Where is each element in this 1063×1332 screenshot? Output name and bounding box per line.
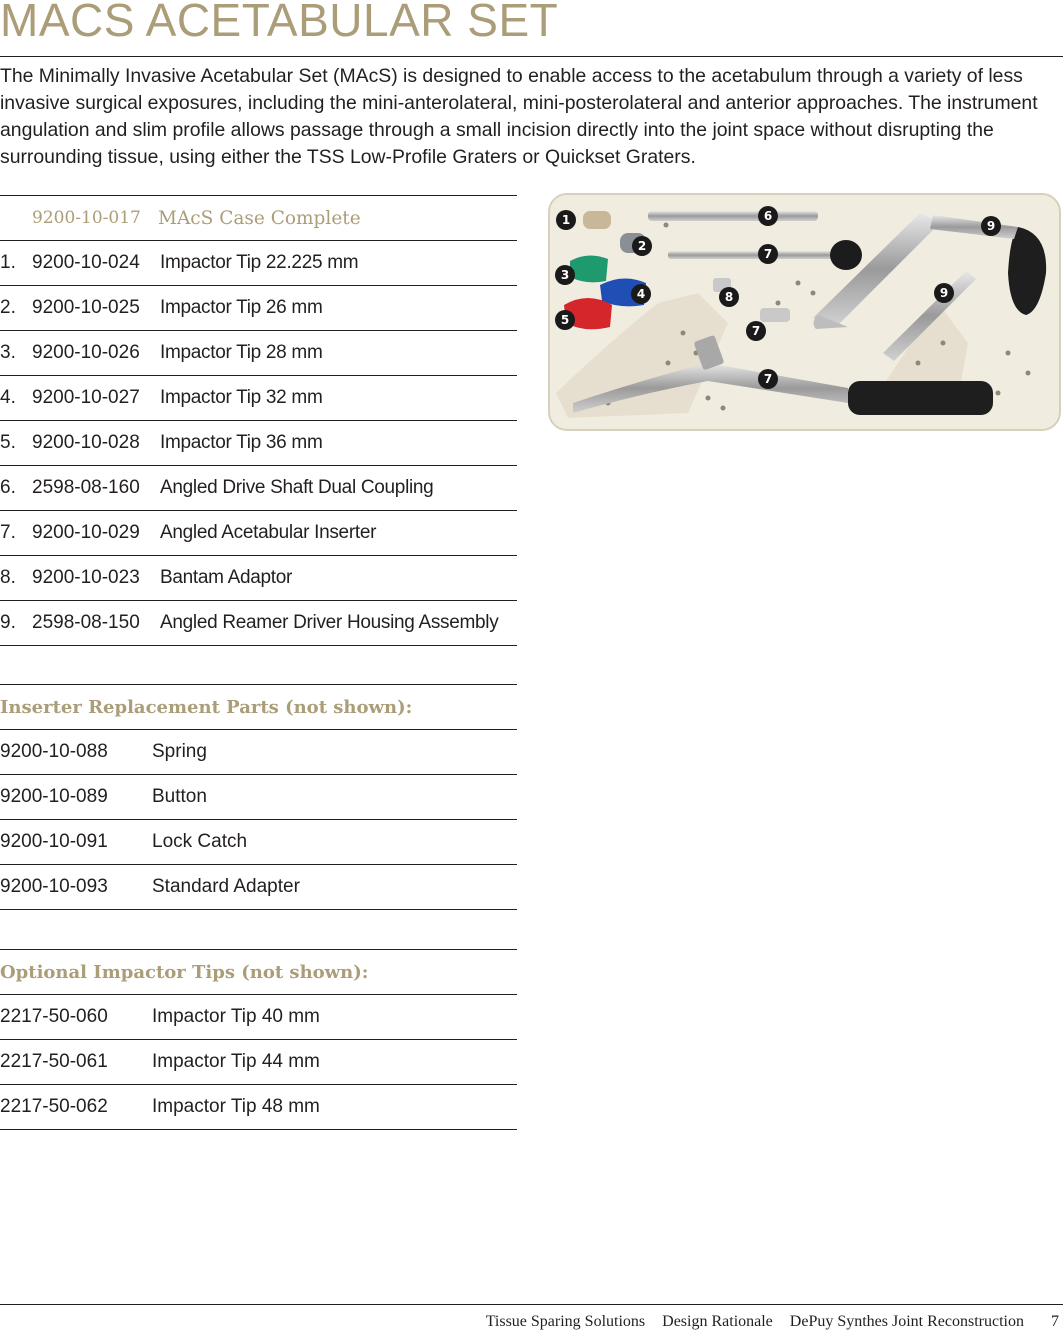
part-description: Angled Reamer Driver Housing Assembly — [160, 612, 499, 633]
part-description: Standard Adapter — [152, 876, 300, 897]
part-description: Impactor Tip 26 mm — [160, 297, 323, 318]
callout-number: 1 — [561, 213, 571, 227]
table-row — [0, 421, 517, 466]
optional-tips-heading-text: Optional Impactor Tips (not shown): — [0, 961, 369, 983]
callout-number: 8 — [724, 290, 734, 304]
part-code: 9200-10-025 — [32, 297, 140, 318]
part-description: Impactor Tip 48 mm — [152, 1096, 320, 1117]
part-code: 2217-50-062 — [0, 1096, 108, 1117]
table-row — [0, 1040, 517, 1085]
main-table-header — [0, 195, 517, 241]
instrument-tray-photo — [548, 193, 1061, 431]
optional-tips-table — [0, 949, 517, 1130]
callout-number: 4 — [636, 287, 646, 301]
callout-number: 3 — [560, 268, 570, 282]
acetabular-inserter-handle — [848, 381, 993, 415]
callout-number: 7 — [763, 372, 773, 386]
main-parts-table — [0, 195, 517, 646]
part-code: 9200-10-023 — [32, 567, 140, 588]
part-code: 9200-10-026 — [32, 342, 140, 363]
inserter-part — [760, 308, 790, 322]
part-code: 9200-10-091 — [0, 831, 108, 852]
part-code: 9200-10-024 — [32, 252, 140, 273]
table-row — [0, 601, 517, 646]
title-rule — [0, 56, 1063, 57]
row-number: 7. — [0, 522, 16, 543]
table-row — [0, 995, 517, 1040]
part-code: 2598-08-160 — [32, 477, 140, 498]
part-code: 9200-10-027 — [32, 387, 140, 408]
callout-number: 9 — [939, 286, 949, 300]
page-title: MACS ACETABULAR SET — [0, 0, 559, 46]
table-row — [0, 241, 517, 286]
table-row — [0, 511, 517, 556]
row-number: 2. — [0, 297, 16, 318]
part-code: 9200-10-028 — [32, 432, 140, 453]
part-code: 9200-10-089 — [0, 786, 108, 807]
part-code: 2598-08-150 — [32, 612, 140, 633]
replacement-parts-table — [0, 684, 517, 910]
table-row — [0, 820, 517, 865]
part-description: Impactor Tip 22.225 mm — [160, 252, 359, 273]
callout-number: 7 — [763, 247, 773, 261]
part-code: 2217-50-060 — [0, 1006, 108, 1027]
part-description: Angled Acetabular Inserter — [160, 522, 377, 543]
row-number: 9. — [0, 612, 16, 633]
part-description: Angled Drive Shaft Dual Coupling — [160, 477, 434, 498]
drive-shaft-dual-coupling — [648, 211, 818, 221]
header-code: 9200-10-017 — [32, 208, 141, 228]
table-row — [0, 331, 517, 376]
part-description: Bantam Adaptor — [160, 567, 293, 588]
drive-shaft — [668, 251, 843, 259]
callout-number: 7 — [751, 324, 761, 338]
table-row — [0, 466, 517, 511]
table-row — [0, 775, 517, 820]
part-description: Impactor Tip 32 mm — [160, 387, 323, 408]
table-row — [0, 1085, 517, 1130]
replacement-parts-heading-text: Inserter Replacement Parts (not shown): — [0, 696, 413, 718]
table-row — [0, 865, 517, 910]
part-description: Impactor Tip 40 mm — [152, 1006, 320, 1027]
part-code: 9200-10-088 — [0, 741, 108, 762]
part-description: Spring — [152, 741, 207, 762]
part-code: 9200-10-093 — [0, 876, 108, 897]
part-code: 2217-50-061 — [0, 1051, 108, 1072]
callout-number: 2 — [637, 239, 647, 253]
row-number: 4. — [0, 387, 16, 408]
table-row — [0, 730, 517, 775]
row-number: 1. — [0, 252, 16, 273]
part-code: 9200-10-029 — [32, 522, 140, 543]
callout-number: 9 — [986, 219, 996, 233]
intro-paragraph: The Minimally Invasive Acetabular Set (MAcS) is designed to enable access to the acetabulum through a variety of less invasive surgical exposures, including the mini-anterolateral, mini-posterolateral and anterior approaches. The instrument angulation and slim profile allows passage through a small incision directly into the joint space without disrupting the surrounding tissue, using either the TSS Low-Profile Graters or Quickset Graters. — [0, 65, 1038, 168]
header-description: MAcS Case Complete — [158, 207, 361, 229]
part-description: Button — [152, 786, 207, 807]
footer-item: Tissue Sparing Solutions — [485, 1313, 646, 1330]
table-row — [0, 556, 517, 601]
part-description: Impactor Tip 36 mm — [160, 432, 323, 453]
impactor-tip-3 — [570, 255, 608, 282]
callout-number: 5 — [560, 313, 570, 327]
footer-item: Design Rationale — [662, 1313, 773, 1330]
table-row — [0, 376, 517, 421]
page-number: 7 — [1051, 1313, 1059, 1330]
replacement-parts-heading — [0, 684, 517, 730]
row-number: 8. — [0, 567, 16, 588]
footer-item: DePuy Synthes Joint Reconstruction — [789, 1313, 1024, 1330]
part-description: Lock Catch — [152, 831, 248, 852]
drive-shaft-knob — [830, 240, 862, 270]
page-footer — [486, 1313, 1059, 1331]
callout-number: 6 — [763, 209, 773, 223]
row-number: 3. — [0, 342, 16, 363]
part-description: Impactor Tip 44 mm — [152, 1051, 320, 1072]
footer-rule — [0, 1304, 1063, 1305]
row-number: 5. — [0, 432, 16, 453]
optional-tips-heading — [0, 949, 517, 995]
row-number: 6. — [0, 477, 16, 498]
impactor-tip-1 — [583, 211, 611, 229]
table-row — [0, 286, 517, 331]
part-description: Impactor Tip 28 mm — [160, 342, 323, 363]
